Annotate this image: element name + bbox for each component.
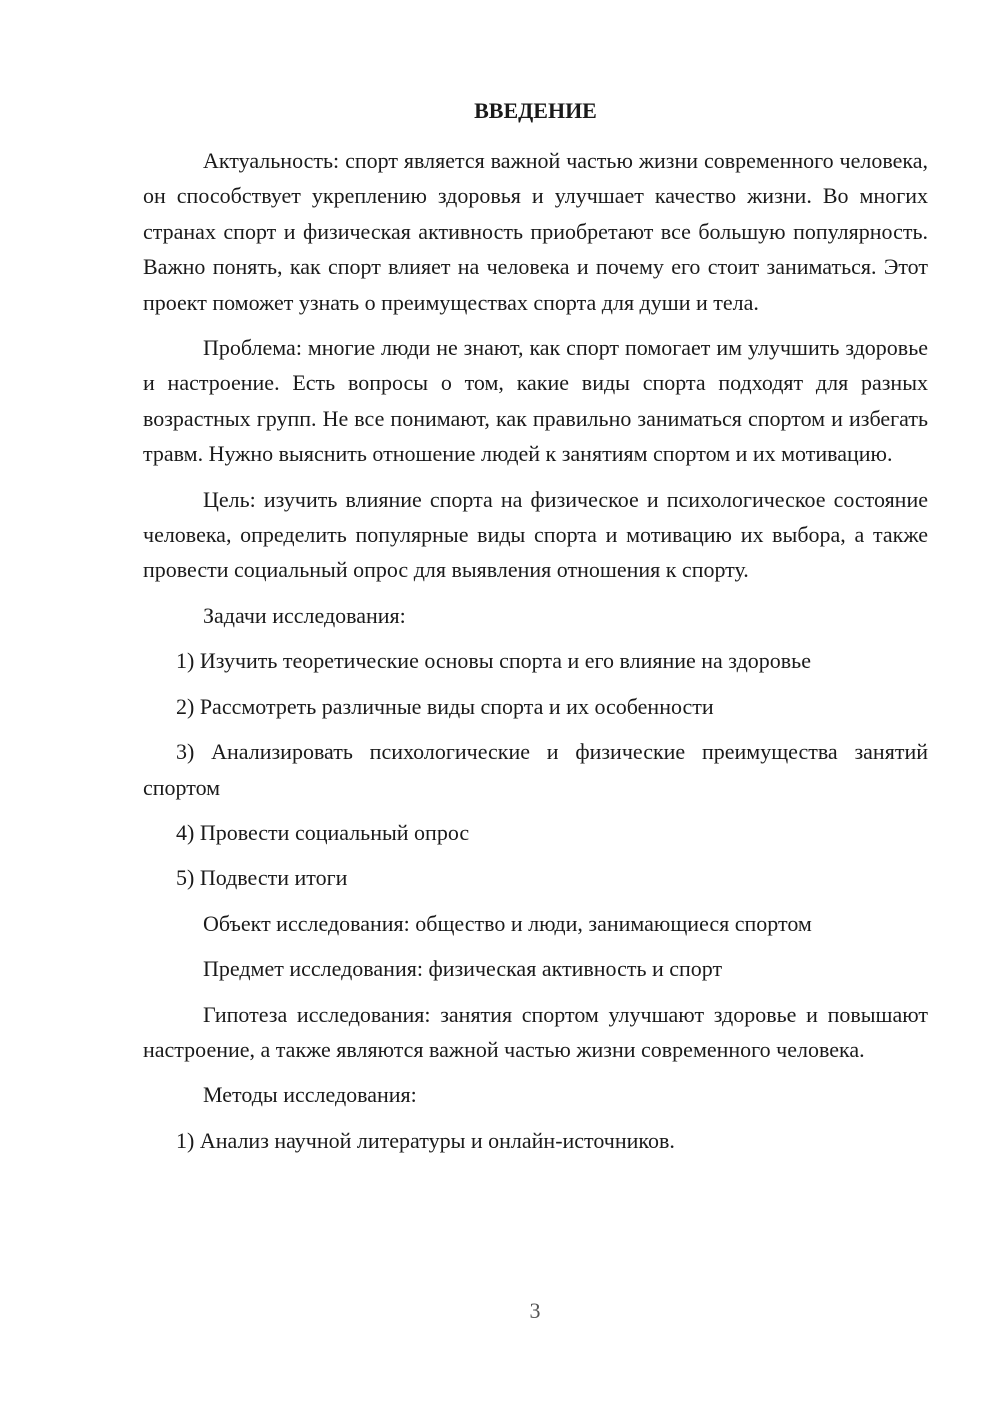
- list-item: 1) Изучить теоретические основы спорта и его влияние на здоровье: [176, 648, 811, 674]
- list-item: 1) Анализ научной литературы и онлайн-источников.: [176, 1127, 675, 1153]
- paragraph-relevance: Актуальность: спорт является важной частью жизни современного человека, он способствует укреплению здоровья и улучшает качество жизни. Во многих странах спорт и физическая активность приобретают все большую популярность. Важно понять, как спорт влияет на человека и почему его стоит заниматься. Этот проект поможет узнать о преимуществах спорта для души и тела.: [143, 148, 928, 315]
- page-title: ВВЕДЕНИЕ: [474, 98, 597, 123]
- list-item: 5) Подвести итоги: [176, 865, 348, 891]
- research-hypothesis: Гипотеза исследования: занятия спортом улучшают здоровье и повышают настроение, а также являются важной частью жизни современного человека.: [143, 1001, 928, 1062]
- methods-heading: Методы исследования:: [203, 1082, 417, 1108]
- list-item: 4) Провести социальный опрос: [176, 819, 470, 845]
- page-number: 3: [529, 1298, 541, 1323]
- paragraph-goal: Цель: изучить влияние спорта на физическое и психологическое состояние человека, определить популярные виды спорта и мотивацию их выбора, а также провести социальный опрос для выявления отношения к спорту.: [143, 486, 928, 583]
- list-item: 3) Анализировать психологические и физические преимущества занятий спортом: [143, 739, 928, 800]
- document-page: [143, 94, 928, 1158]
- research-object: Объект исследования: общество и люди, занимающиеся спортом: [203, 910, 812, 936]
- tasks-heading: Задачи исследования:: [203, 602, 406, 628]
- list-item: 2) Рассмотреть различные виды спорта и их особенности: [176, 693, 714, 719]
- research-subject: Предмет исследования: физическая активность и спорт: [203, 956, 723, 982]
- paragraph-problem: Проблема: многие люди не знают, как спорт помогает им улучшить здоровье и настроение. Есть вопросы о том, какие виды спорта подходят для разных возрастных групп. Не все понимают, как правильно заниматься спортом и избегать травм. Нужно выяснить отношение людей к занятиям спортом и их мотивацию.: [143, 335, 928, 467]
